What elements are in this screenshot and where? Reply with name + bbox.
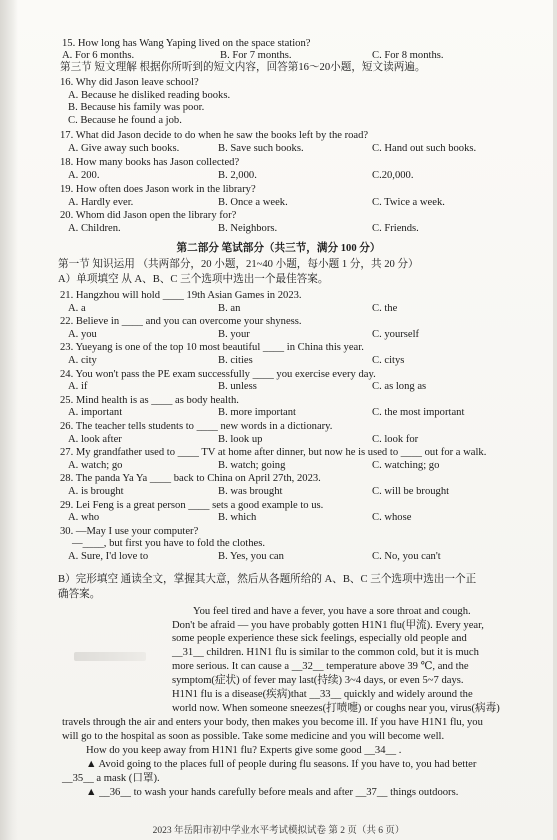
q26-stem: 26. The teacher tells students to ____ new words in a dictionary.	[60, 421, 333, 432]
q24-option-b: B. unless	[218, 381, 257, 393]
q23-option-a: A. city	[68, 354, 97, 366]
q30-option-b: B. Yes, you can	[218, 550, 284, 562]
cloze-line-11: How do you keep away from H1N1 flu? Experts give some good __34__ .	[86, 745, 402, 756]
q22-stem: 22. Believe in ____ and you can overcome your shyness.	[60, 316, 302, 328]
q20-stem: 20. Whom did Jason open the library for?	[60, 210, 237, 221]
q19-option-a: A. Hardly ever.	[68, 197, 134, 208]
q21-stem: 21. Hangzhou will hold ____ 19th Asian Games in 2023.	[60, 290, 302, 301]
q22-option-a: A. you	[68, 328, 97, 340]
q27-stem: 27. My grandfather used to ____ TV at home after dinner, but now he is used to ____ out for a walk.	[60, 447, 487, 459]
q16-option-b: B. Because his family was poor.	[68, 102, 205, 113]
q26-option-b: B. look up	[218, 433, 263, 445]
q23-stem: 23. Yueyang is one of the top 10 most beautiful ____ in China this year.	[60, 342, 364, 354]
q19-stem: 19. How often does Jason work in the library?	[60, 184, 256, 195]
q18-option-b: B. 2,000.	[218, 170, 257, 181]
cloze-line-3: some people experience these sick feelings, especially old people and	[172, 633, 467, 644]
q20-option-b: B. Neighbors.	[218, 223, 278, 234]
q28-option-a: A. is brought	[68, 485, 124, 497]
cloze-line-9: travels through the air and enters your body, then makes you become ill. If you have H1N1 flu, you	[62, 717, 483, 728]
page-fold-shadow	[0, 0, 18, 840]
q26-option-c: C. look for	[372, 433, 419, 445]
q30-stem-line2: —____, but first you have to fold the clothes.	[72, 538, 266, 550]
q29-option-c: C. whose	[372, 512, 412, 524]
q27-option-c: C. watching; go	[372, 459, 440, 471]
q29-option-b: B. which	[218, 512, 257, 524]
q30-option-a: A. Sure, I'd love to	[68, 550, 149, 562]
cloze-line-14: ▲ __36__ to wash your hands carefully before meals and after __37__ things outdoors.	[86, 787, 459, 798]
q15-stem: 15. How long has Wang Yaping lived on the space station?	[62, 38, 311, 49]
cloze-line-2: Don't be afraid — you have probably gotten H1N1 flu(甲流). Every year,	[172, 620, 484, 631]
q30-stem: 30. —May I use your computer?	[60, 525, 199, 537]
q21-option-c: C. the	[372, 302, 398, 314]
q18-option-c: C.20,000.	[372, 170, 414, 181]
q27-option-a: A. watch; go	[68, 459, 123, 471]
q17-option-c: C. Hand out such books.	[372, 143, 477, 154]
q28-stem: 28. The panda Ya Ya ____ back to China on April 27th, 2023.	[60, 473, 321, 485]
q21-option-b: B. an	[218, 302, 241, 314]
q19-option-b: B. Once a week.	[218, 197, 288, 208]
q15-option-a: A. For 6 months.	[62, 50, 135, 61]
q24-stem: 24. You won't pass the PE exam successfully ____ you exercise every day.	[60, 368, 376, 380]
q25-option-a: A. important	[68, 407, 123, 419]
q18-option-a: A. 200.	[68, 170, 100, 181]
q28-option-c: C. will be brought	[372, 485, 450, 497]
q15-option-b: B. For 7 months.	[220, 50, 292, 61]
q18-stem: 18. How many books has Jason collected?	[60, 157, 240, 168]
cloze-line-8: world now. When someone sneezes(打喷嚏) or coughs near you, virus(病毒)	[172, 703, 500, 714]
q22-option-b: B. your	[218, 328, 250, 340]
q20-option-a: A. Children.	[68, 223, 121, 234]
cloze-line-10: will go to the hospital as soon as possible. Take some medicine and you will become well.	[62, 731, 445, 742]
q19-option-c: C. Twice a week.	[372, 197, 445, 208]
q17-option-b: B. Save such books.	[218, 143, 304, 154]
page-footer: 2023 年岳阳市初中学业水平考试模拟试卷 第 2 页（共 6 页）	[152, 826, 405, 836]
cloze-line-4: __31__ children. H1N1 flu is similar to the common cold, but it is much	[172, 647, 479, 658]
q27-option-b: B. watch; going	[218, 459, 286, 471]
part2-title: 第二部分 笔试部分（共三节，满分 100 分）	[176, 243, 381, 254]
cloze-line-12: ▲ Avoid going to the places full of people during flu seasons. If you have to, you had better	[86, 759, 477, 770]
q25-option-b: B. more important	[218, 407, 296, 419]
q15-option-c: C. For 8 months.	[372, 50, 444, 61]
section1-title: 第一节 知识运用 （共两部分，20 小题，21~40 小题，每小题 1 分，共 20 分）	[58, 259, 419, 270]
q17-option-a: A. Give away such books.	[68, 143, 180, 154]
q25-stem: 25. Mind health is as ____ as body health.	[60, 394, 239, 406]
q23-option-c: C. citys	[372, 354, 405, 366]
cloze-line-13: __35__ a mask (口罩).	[62, 773, 160, 784]
q22-option-c: C. yourself	[372, 328, 420, 340]
q25-option-c: C. the most important	[372, 407, 465, 419]
cloze-line-1: You feel tired and have a fever, you have a sore throat and cough.	[193, 606, 471, 617]
q26-option-a: A. look after	[68, 433, 122, 445]
cloze-line-7: H1N1 flu is a disease(疾病)that __33__ quickly and widely around the	[172, 689, 473, 700]
cloze-line-6: symptom(症状) of fever may last(持续) 3~4 days, or even 5~7 days.	[172, 675, 464, 686]
q16-option-c: C. Because he found a job.	[68, 115, 182, 126]
q29-stem: 29. Lei Feng is a great person ____ sets a good example to us.	[60, 499, 324, 511]
q29-option-a: A. who	[68, 512, 100, 524]
q21-option-a: A. a	[68, 302, 86, 314]
cloze-line-5: more serious. It can cause a __32__ temperature above 39 ℃, and the	[172, 661, 469, 672]
smudged-mark	[74, 652, 146, 661]
partB-title-line2: 确答案。	[58, 589, 101, 600]
q24-option-a: A. if	[68, 381, 88, 393]
q20-option-c: C. Friends.	[372, 223, 419, 234]
q30-option-c: C. No, you can't	[372, 550, 441, 562]
q23-option-b: B. cities	[218, 354, 253, 366]
q24-option-c: C. as long as	[372, 381, 427, 393]
q17-stem: 17. What did Jason decide to do when he saw the books left by the road?	[60, 130, 369, 141]
q16-option-a: A. Because he disliked reading books.	[68, 90, 231, 101]
partA-title: A）单项填空 从 A、B、C 三个选项中选出一个最佳答案。	[58, 274, 329, 285]
page-edge	[553, 0, 557, 840]
section3-title: 第三节 短文理解 根据你所听到的短文内容，回答第16～20小题，短文读两遍。	[60, 62, 426, 73]
q16-stem: 16. Why did Jason leave school?	[60, 77, 199, 88]
partB-title-line1: B）完形填空 通读全文，掌握其大意，然后从各题所给的 A、B、C 三个选项中选出一个正	[58, 574, 477, 585]
q28-option-b: B. was brought	[218, 485, 283, 497]
